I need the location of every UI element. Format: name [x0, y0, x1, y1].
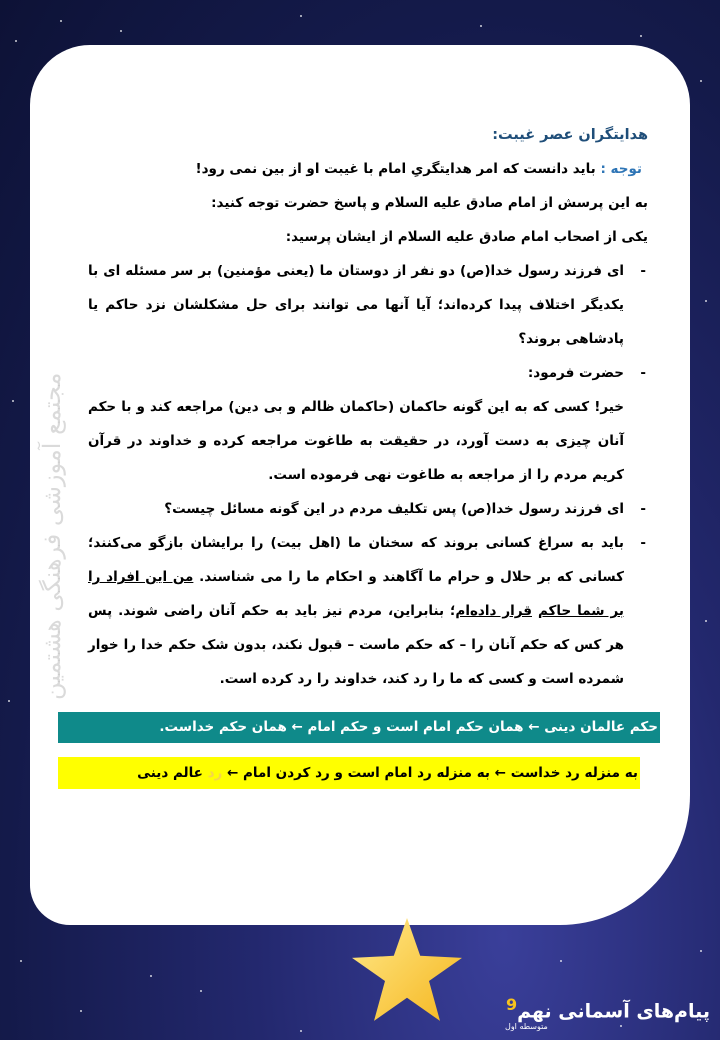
answer-1-line: خیر! کسی که به این گونه حاکمان (حاکمان ظالم و بی دین) مراجعه کند و با حکم: [88, 399, 624, 415]
answer-1: [88, 390, 648, 492]
bullet-dash: -: [640, 365, 646, 381]
star-dot: [12, 400, 14, 402]
highlight-box-teal: حکم عالمان دینی ← همان حکم امام است و حکم امام ← همان حکم خداست.: [58, 712, 660, 743]
answer-2-underlined: قرار داده‌ام: [455, 603, 532, 619]
bullet-dash: -: [640, 501, 646, 517]
question-2-row: [88, 492, 648, 526]
note: [88, 152, 648, 186]
bullet-dash: -: [640, 535, 646, 551]
answer-2-text: باید به سراغ کسانی بروند که سخنان ما (اهل بیت) را برایشان بازگو می‌کنند؛ کسانی: [88, 535, 625, 585]
star-dot: [705, 300, 707, 302]
watermark: مجتمع آموزشی فرهنگی هشتمین: [38, 372, 66, 700]
question-1-line: ای فرزند رسول خدا(ص) دو نفر از دوستان ما (یعنی مؤمنین) بر سر مسئله ای با: [88, 263, 624, 279]
answer-2-text: که بر حلال و حرام ما آگاهند و احکام ما را می شناسند.: [199, 569, 573, 585]
question-1-line: یکدیگر اختلاف پیدا کرده‌اند؛ آیا آنها می توانند برای حل مشکلشان نزد حاکم یا: [88, 297, 624, 313]
box2-highlight: رد: [207, 765, 223, 781]
answer-2-text: آنان را – که حکم ماست – قبول نکند، بدون شک حکم خدا را خوار شمرده است و: [88, 637, 624, 687]
brand-grade: 9: [505, 995, 518, 1014]
star-dot: [120, 30, 122, 32]
star-dot: [60, 20, 62, 22]
answer-1-line: آنان چیزی به دست آورد، در حقیقت به طاغوت مراجعه کرده و خداوند در قرآن: [88, 433, 624, 449]
intro-line-1: به این پرسش از امام صادق علیه السلام و پاسخ حضرت توجه کنید:: [211, 195, 648, 211]
answer-1-heading: حضرت فرمود:: [527, 365, 624, 381]
intro-line-2: یکی از اصحاب امام صادق علیه السلام از ایشان پرسید:: [285, 229, 648, 245]
star-dot: [300, 1030, 302, 1032]
star-dot: [80, 1010, 82, 1012]
brand-subtitle: متوسطه اول: [505, 1022, 548, 1031]
question-2: ای فرزند رسول خدا(ص) پس تکلیف مردم در این گونه مسائل چیست؟: [164, 501, 624, 517]
question-1: [88, 254, 648, 356]
star-dot: [150, 975, 152, 977]
box2-text: به منزله رد خداست ← به منزله رد امام است و رد کردن امام ←: [222, 765, 638, 781]
answer-2-underlined: من این افراد را بر شما حاکم: [88, 569, 624, 619]
star-dot: [15, 40, 17, 42]
highlight-boxes: [88, 712, 658, 789]
answer-2: [88, 526, 648, 696]
star-dot: [20, 960, 22, 962]
answer-1-heading-row: [88, 356, 648, 390]
star-dot: [700, 950, 702, 952]
star-dot: [705, 620, 707, 622]
answer-2-text: کسی که ما را رد کند، خداوند را رد کرده است.: [219, 671, 524, 687]
star-icon: [352, 918, 462, 1023]
box2-text: عالم دینی: [137, 765, 208, 781]
star-dot: [300, 15, 302, 17]
note-label: توجه :: [600, 161, 642, 177]
star-dot: [620, 1025, 622, 1027]
brand-logo: [506, 995, 710, 1022]
brand-title: پیام‌های آسمانی نهم: [517, 1000, 710, 1023]
star-dot: [200, 990, 202, 992]
bullet-dash: -: [640, 263, 646, 279]
answer-2-text: ؛ بنابراین، مردم نیز باید به حکم آنان راضی شوند. پس هر کس که حکم: [88, 603, 625, 653]
star-dot: [640, 35, 642, 37]
star-dot: [480, 25, 482, 27]
highlight-box-yellow: [58, 757, 640, 789]
section-title: هدایتگران عصر غیبت:: [492, 127, 648, 143]
star-dot: [560, 960, 562, 962]
answer-1-line: کریم مردم را از مراجعه به طاغوت نهی فرموده است.: [268, 467, 624, 483]
note-text: باید دانست که امر هدایتگریِ امام با غیبت او از بین نمی رود!: [195, 161, 596, 177]
question-1-line: پادشاهی بروند؟: [518, 331, 624, 347]
star-dot: [700, 80, 702, 82]
document-body: [88, 118, 658, 789]
star-dot: [8, 700, 10, 702]
